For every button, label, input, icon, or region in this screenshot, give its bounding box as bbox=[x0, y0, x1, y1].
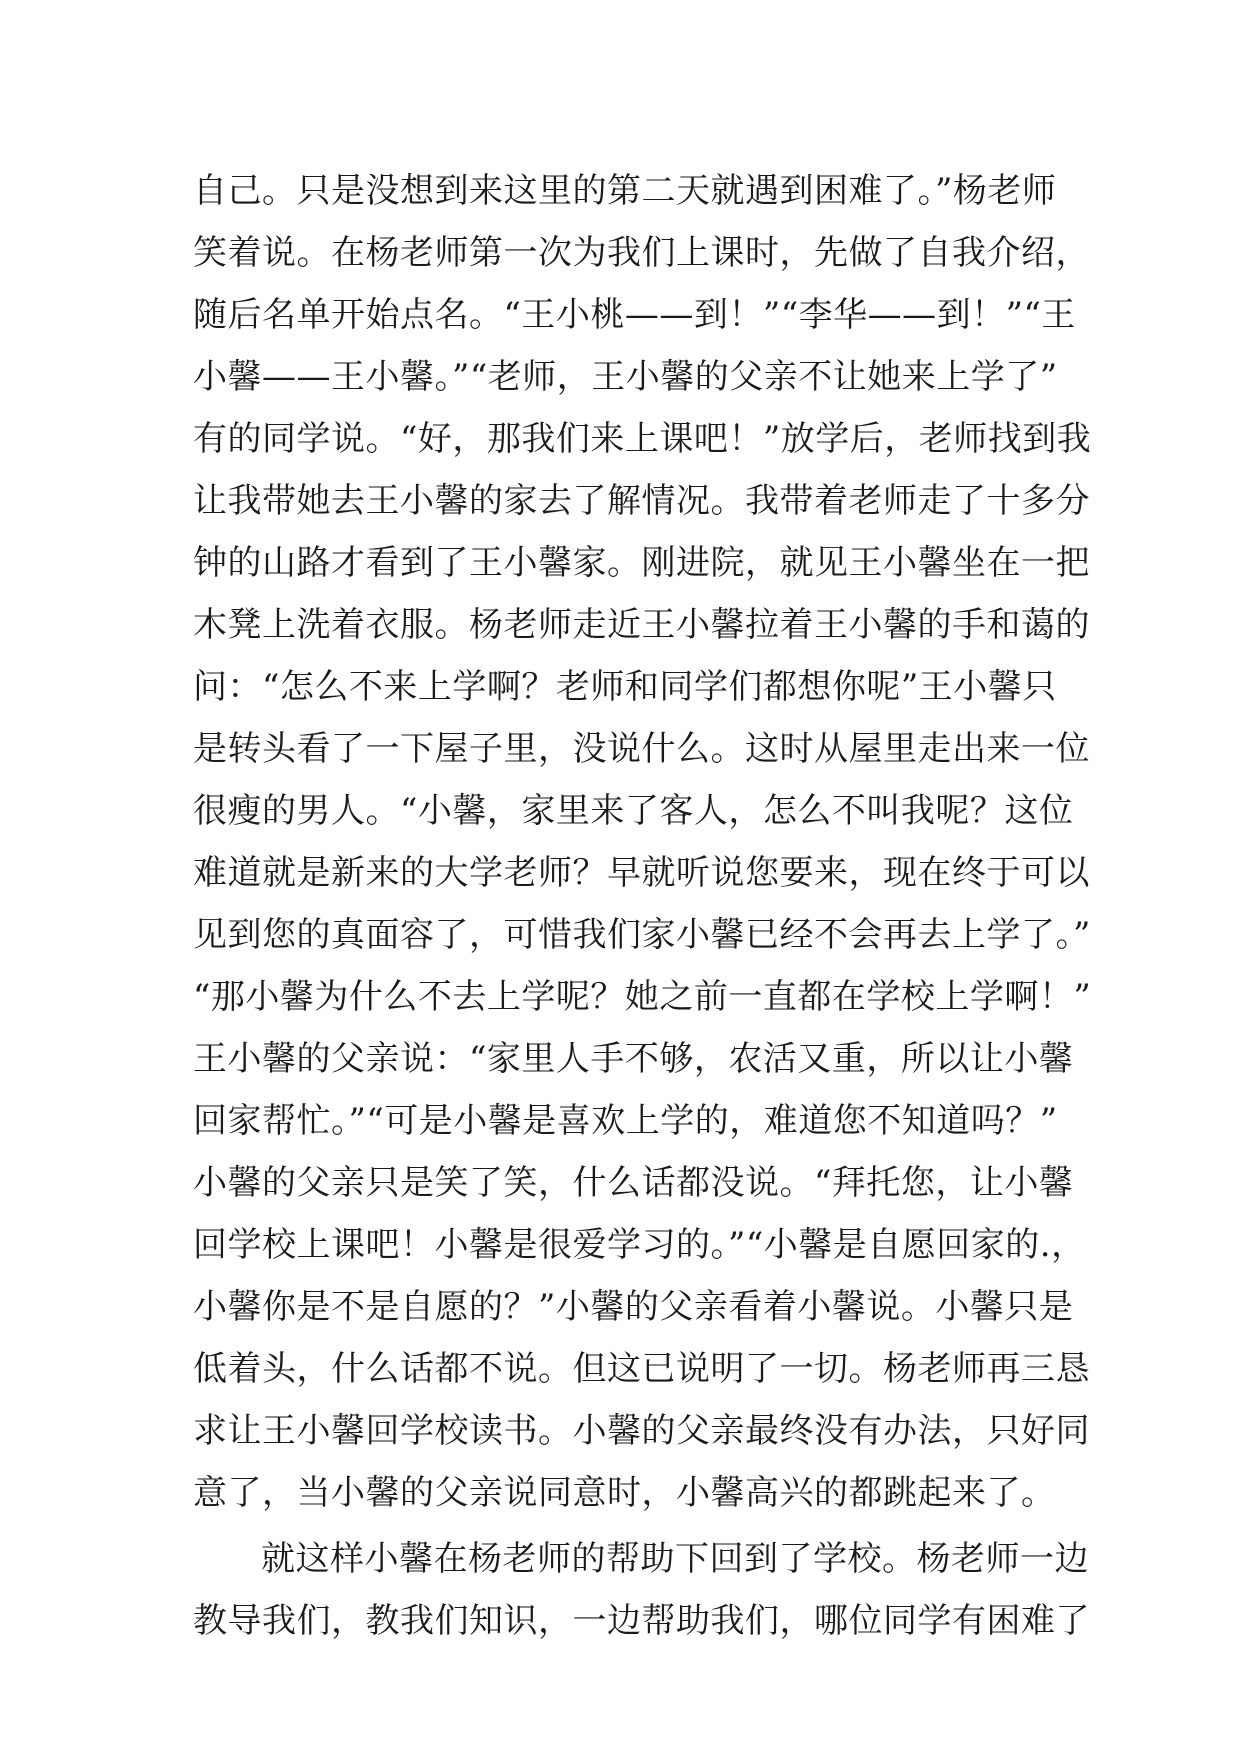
text-line: 小馨——王小馨。”“老师，王小馨的父亲不让她来上学了” bbox=[193, 357, 1058, 397]
text-line: 回家帮忙。”“可是小馨是喜欢上学的，难道您不知道吗？” bbox=[193, 1101, 1058, 1141]
text-line: 随后名单开始点名。“王小桃——到！”“李华——到！”“王 bbox=[193, 295, 1076, 335]
text-line: “那小馨为什么不去上学呢？她之前一直都在学校上学啊！” bbox=[193, 977, 1092, 1017]
text-line: 小馨你是不是自愿的？”小馨的父亲看着小馨说。小馨只是 bbox=[193, 1287, 1074, 1327]
text-line: 自己。只是没想到来这里的第二天就遇到困难了。”杨老师 bbox=[193, 171, 1057, 211]
text-line: 笑着说。在杨老师第一次为我们上课时，先做了自我介绍， bbox=[193, 233, 1090, 273]
text-line: 有的同学说。“好，那我们来上课吧！”放学后，老师找到我 bbox=[193, 419, 1092, 459]
paragraph-2 bbox=[193, 1528, 1093, 1652]
text-line: 让我带她去王小馨的家去了解情况。我带着老师走了十多分 bbox=[193, 481, 1090, 521]
text-line: 求让王小馨回学校读书。小馨的父亲最终没有办法，只好同 bbox=[193, 1411, 1090, 1451]
text-line: 木凳上洗着衣服。杨老师走近王小馨拉着王小馨的手和蔼的 bbox=[193, 605, 1090, 645]
text-line: 低着头，什么话都不说。但这已说明了一切。杨老师再三恳 bbox=[193, 1349, 1090, 1389]
text-line: 王小馨的父亲说：“家里人手不够，农活又重，所以让小馨 bbox=[193, 1039, 1074, 1079]
text-line: 教导我们，教我们知识，一边帮助我们，哪位同学有困难了 bbox=[193, 1601, 1090, 1641]
text-line: 见到您的真面容了，可惜我们家小馨已经不会再去上学了。” bbox=[193, 915, 1091, 955]
body-text bbox=[193, 160, 1093, 1652]
text-line: 钟的山路才看到了王小馨家。刚进院，就见王小馨坐在一把 bbox=[193, 543, 1090, 583]
text-line: 就这样小馨在杨老师的帮助下回到了学校。杨老师一边 bbox=[261, 1539, 1089, 1579]
text-line: 意了，当小馨的父亲说同意时，小馨高兴的都跳起来了。 bbox=[193, 1473, 1056, 1513]
text-line: 小馨的父亲只是笑了笑，什么话都没说。“拜托您，让小馨 bbox=[193, 1163, 1074, 1203]
text-line: 问：“怎么不来上学啊？老师和同学们都想你呢”王小馨只 bbox=[193, 667, 1057, 707]
text-line: 回学校上课吧！小馨是很爱学习的。”“小馨是自愿回家的.， bbox=[193, 1225, 1086, 1265]
text-line: 很瘦的男人。“小馨，家里来了客人，怎么不叫我呢？这位 bbox=[193, 791, 1074, 831]
paragraph-1 bbox=[193, 160, 1093, 1524]
text-line: 是转头看了一下屋子里，没说什么。这时从屋里走出来一位 bbox=[193, 729, 1090, 769]
text-line: 难道就是新来的大学老师？早就听说您要来，现在终于可以 bbox=[193, 853, 1090, 893]
